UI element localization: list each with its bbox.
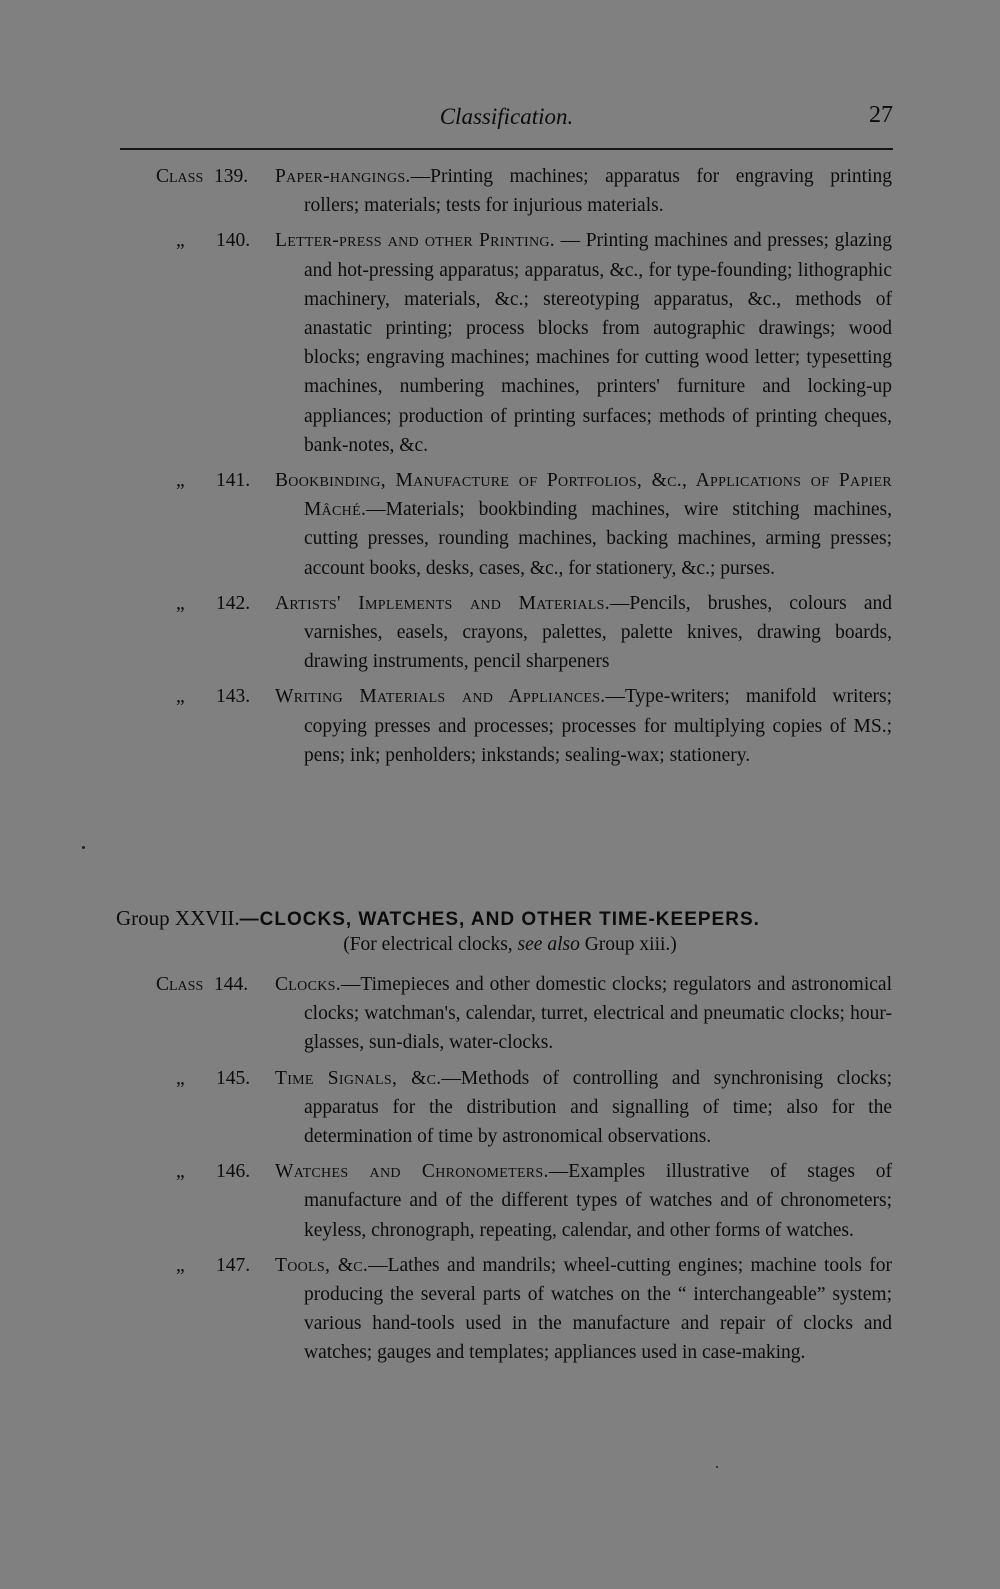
class-text: —Printing machines; apparatus for engraving printing rollers; materials; tests for injurious materials. <box>304 166 892 217</box>
class-list-bottom <box>0 970 1000 1374</box>
group-title: —CLOCKS, WATCHES, AND OTHER TIME-KEEPERS. <box>239 909 760 930</box>
class-heading: Tools, &c. <box>275 1254 369 1276</box>
running-title: Classification. <box>439 104 574 129</box>
class-description <box>275 589 892 677</box>
class-entry <box>0 1251 1000 1368</box>
class-heading: Watches and Chronometers. <box>275 1161 549 1183</box>
class-entry <box>0 466 1000 583</box>
group-note-italic: see also <box>517 934 580 955</box>
class-number: 147. <box>216 1254 251 1276</box>
class-description <box>275 1157 892 1245</box>
class-label <box>176 1251 276 1280</box>
class-text: —Pencils, brushes, colours and varnishes, easels, crayons, palettes, palette knives, drawing boards, drawing instruments, pencil sharpeners <box>304 592 892 673</box>
class-text: —Methods of controlling and synchronising clocks; apparatus for the distribution and signalling of time; also for the determination of time by astronomical observations. <box>304 1067 892 1148</box>
class-label <box>176 589 276 618</box>
class-number: 139. <box>214 166 249 187</box>
class-entry <box>0 1157 1000 1245</box>
class-number: 141. <box>216 470 251 492</box>
class-entry <box>0 589 1000 677</box>
class-entry <box>0 682 1000 770</box>
class-number: 146. <box>216 1161 251 1183</box>
class-entry <box>0 970 1000 1058</box>
group-note-end: Group xiii.) <box>579 934 677 955</box>
class-prefix: Class <box>156 166 204 187</box>
ditto-mark: „ <box>176 1161 185 1183</box>
class-text: —Examples illustrative of stages of manufacture and of the different types of watches and of chronometers; keyless, chronograph, repeating, calendar, and other forms of watches. <box>304 1161 892 1241</box>
class-heading: Writing Materials and Appliances. <box>275 686 606 708</box>
page-header <box>120 100 893 140</box>
header-rule <box>120 148 893 150</box>
class-description <box>275 466 892 583</box>
class-description <box>275 682 893 770</box>
ditto-mark: „ <box>176 592 185 614</box>
class-label <box>176 1157 276 1186</box>
class-text: —Materials; bookbinding machines, wire stitching machines, cutting presses, rounding machines, backing machines, arming presses; account books, desks, cases, &c., for stationery, &c.; purses. <box>304 499 892 579</box>
paper-speck <box>82 846 85 849</box>
class-text: —Lathes and mandrils; wheel-cutting engines; machine tools for producing the several parts of watches on the “ interchangeable” system; various hand-tools used in the manufacture and repair of clocks and watches; gauges and templates; appliances used in case-making. <box>304 1254 892 1364</box>
class-number: 144. <box>214 974 249 995</box>
class-list-top <box>0 162 1000 776</box>
class-heading: Bookbinding, Manufacture of Portfolios, &c., Applications of Papier Mâché. <box>275 470 892 521</box>
class-entry <box>0 162 1000 220</box>
class-description <box>275 1064 892 1152</box>
class-label <box>176 1064 276 1093</box>
class-number: 142. <box>216 592 251 614</box>
page-number: 27 <box>869 102 893 128</box>
class-entry <box>0 1064 1000 1152</box>
class-description <box>275 162 892 220</box>
class-heading: Letter-press and other Printing. <box>275 230 555 252</box>
class-prefix: Class <box>156 974 204 995</box>
class-number: 145. <box>216 1067 251 1089</box>
class-label <box>176 466 276 495</box>
class-label <box>156 970 256 999</box>
ditto-mark: „ <box>176 686 185 708</box>
class-label <box>176 226 276 255</box>
class-heading: Artists' Implements and Materials. <box>275 592 610 614</box>
class-heading: Paper-hangings. <box>275 166 411 187</box>
class-label <box>156 162 256 191</box>
group-heading <box>116 906 896 931</box>
class-text: — Printing machines and presses; glazing and hot-pressing apparatus; apparatus, &c., for type-founding; lithographic machinery, materials, &c.; stereotyping apparatus, &c., methods of anastatic printing; process blocks from autographic drawings; wood blocks; engraving machines; machines for cutting wood letter; typesetting machines, numbering machines, printers' furniture and locking-up appliances; production of printing surfaces; methods of printing cheques, bank-notes, &c. <box>304 230 892 456</box>
class-description <box>275 970 892 1058</box>
group-note-start: (For electrical clocks, <box>343 934 518 955</box>
class-label <box>176 682 276 711</box>
ditto-mark: „ <box>176 1067 185 1089</box>
ditto-mark: „ <box>176 470 185 492</box>
class-text: —Type-writers; manifold writers; copying presses and processes; processes for multiplying copies of MS.; pens; ink; penholders; inkstands; sealing-wax; stationery. <box>304 686 893 766</box>
class-description <box>275 1251 892 1368</box>
class-text: —Timepieces and other domestic clocks; regulators and astronomical clocks; watchman's, calendar, turret, electrical and pneumatic clocks; hour-glasses, sun-dials, water-clocks. <box>304 974 892 1054</box>
class-number: 143. <box>216 686 251 708</box>
group-note <box>0 934 1000 956</box>
paper-speck <box>716 1466 718 1468</box>
class-entry <box>0 226 1000 460</box>
ditto-mark: „ <box>176 230 185 252</box>
ditto-mark: „ <box>176 1254 185 1276</box>
class-heading: Time Signals, &c. <box>275 1067 442 1089</box>
group-label: Group XXVII. <box>116 906 240 930</box>
class-number: 140. <box>216 230 251 252</box>
class-description <box>275 226 892 460</box>
class-heading: Clocks. <box>275 974 341 995</box>
